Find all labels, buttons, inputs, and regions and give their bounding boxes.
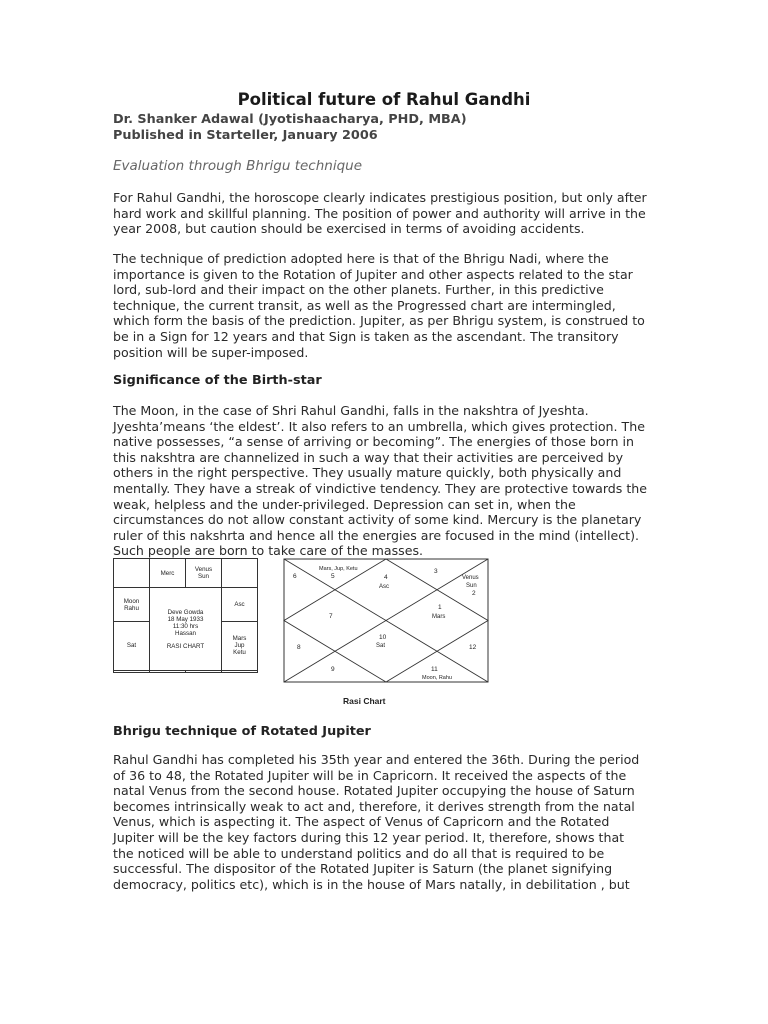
section-subtitle: Evaluation through Bhrigu technique [113, 158, 363, 174]
house-12-label: 12 [469, 644, 477, 651]
chart-cell [186, 671, 222, 673]
house-7-label: 7 [329, 613, 333, 620]
house-6-label: 6 [293, 573, 297, 580]
text-line: Jupiter will be the key factors during this 12 year period. It, therefore, shows that [113, 829, 625, 845]
chart-cell [222, 671, 258, 673]
text-line: natal Venus from the second house. Rotated Jupiter occupying the house of Saturn [113, 783, 635, 799]
text-line: weak, helpless and the under-privileged. Depression can set in, when the [113, 496, 576, 512]
house-11-label: 11 [431, 666, 438, 673]
north-chart-svg [283, 558, 489, 708]
author-line: Dr. Shanker Adawal (Jyotishaacharya, PHD, MBA) [113, 112, 467, 127]
house-8-label: 8 [297, 644, 301, 651]
chart-cell-asc: Asc [222, 588, 258, 621]
text-line: mentally. They have a streak of vindictive tendency. They are protective towards the [113, 480, 648, 496]
paragraph-birth-star [113, 403, 658, 559]
house-2-planets: Venus [462, 575, 479, 581]
house-9-label: 9 [331, 666, 335, 673]
chart-cell-moon-rahu: Moon Rahu [114, 588, 150, 621]
house-5-planets: Mars, Jup, Ketu [319, 566, 358, 572]
text-line: year 2008, but caution should be exercised in terms of avoiding accidents. [113, 221, 585, 237]
text-line: lord, sub-lord and their impact on the other planets. Further, in this predictive [113, 282, 604, 298]
chart-cell [114, 671, 150, 673]
publication-line: Published in Starteller, January 2006 [113, 128, 378, 143]
house-3-label: 3 [434, 568, 438, 575]
chart-cell [114, 559, 150, 588]
house-2-planets: Sun [466, 583, 477, 589]
text-line: becomes intrinsically weak to act and, therefore, it derives strength from the natal [113, 798, 635, 814]
house-11-planets: Moon, Rahu [422, 675, 452, 681]
paragraph-technique [113, 251, 658, 360]
text-line: For Rahul Gandhi, the horoscope clearly indicates prestigious position, but only after [113, 190, 647, 205]
text-line: of 36 to 48, the Rotated Jupiter will be in Capricorn. It received the aspects of the [113, 767, 627, 783]
chart-cell [150, 671, 186, 673]
house-4-label: 4 [384, 574, 388, 581]
text-line: circumstances do not allow constant activity of some kind. Mercury is the planetary [113, 512, 642, 528]
chart-center: Deve Gowda 18 May 1933 11:30 hrs Hassan RASI CHART [150, 588, 222, 671]
chart-cell [222, 559, 258, 588]
paragraph-intro [113, 190, 658, 237]
text-line: position will be super-imposed. [113, 344, 309, 360]
text-line: successful. The dispositor of the Rotated Jupiter is Saturn (the planet signifying [113, 861, 613, 877]
house-10-label: 10 [379, 634, 387, 641]
text-line: ruler of this nakshrta and hence all the energies are focused in the mind (intellect). [113, 527, 640, 543]
text-line: importance is given to the Rotation of Jupiter and other aspects related to the star [113, 266, 633, 282]
heading-birth-star: Significance of the Birth-star [113, 373, 322, 388]
text-line: hard work and skillful planning. The position of power and authority will arrive in the [113, 205, 646, 221]
paragraph-rotated-jupiter [113, 752, 658, 892]
chart-cell-venus-sun: Venus Sun [186, 559, 222, 588]
chart-cell-sat: Sat [114, 621, 150, 670]
text-line: native possesses, “a sense of arriving or becoming”. The energies of those born in [113, 434, 635, 450]
text-line: Jyeshta’means ‘the eldest’. It also refers to an umbrella, which gives protection. The [113, 418, 645, 434]
text-line: which form the basis of the prediction. Jupiter, as per Bhrigu system, is construed to [113, 313, 645, 329]
article-title: Political future of Rahul Gandhi [237, 90, 531, 109]
chart-cell-merc: Merc [150, 559, 186, 588]
house-2-label: 2 [472, 590, 476, 597]
text-line: democracy, politics etc), which is in the house of Mars natally, in debilitation , but [113, 876, 630, 892]
house-1-label: 1 [438, 604, 442, 611]
text-line: Venus, which is aspecting it. The aspect of Venus of Capricorn and the Rotated [113, 814, 610, 830]
chart-caption: Rasi Chart [343, 696, 386, 706]
house-1-mars: Mars [432, 614, 446, 620]
text-line: The technique of prediction adopted here is that of the Bhrigu Nadi, where the [113, 251, 609, 266]
text-line: technique, the current transit, as well as the Progressed chart are intermingled, [113, 297, 616, 313]
text-line: this nakshtra are channelized in such a way that their activities are perceived by [113, 449, 624, 465]
text-line: the noticed will be able to understand politics and do all that is required to be [113, 845, 605, 861]
text-line: be in a Sign for 12 years and that Sign is taken as the ascendant. The transitory [113, 328, 619, 344]
text-line: Such people are born to take care of the masses. [113, 543, 424, 559]
heading-rotated-jupiter: Bhrigu technique of Rotated Jupiter [113, 724, 371, 739]
text-line: others in the right perspective. They usually mature quickly, both physically and [113, 465, 622, 481]
text-line: The Moon, in the case of Shri Rahul Gandhi, falls in the nakshtra of Jyeshta. [113, 403, 589, 418]
house-4-asc: Asc [379, 584, 390, 590]
square-rasi-chart [113, 558, 258, 673]
north-rasi-chart [283, 558, 489, 708]
chart-cell-mars-jup-ketu: Mars Jup Ketu [222, 621, 258, 670]
house-5-label: 5 [331, 573, 335, 580]
text-line: Rahul Gandhi has completed his 35th year and entered the 36th. During the period [113, 752, 640, 767]
house-10-sat: Sat [376, 643, 386, 649]
